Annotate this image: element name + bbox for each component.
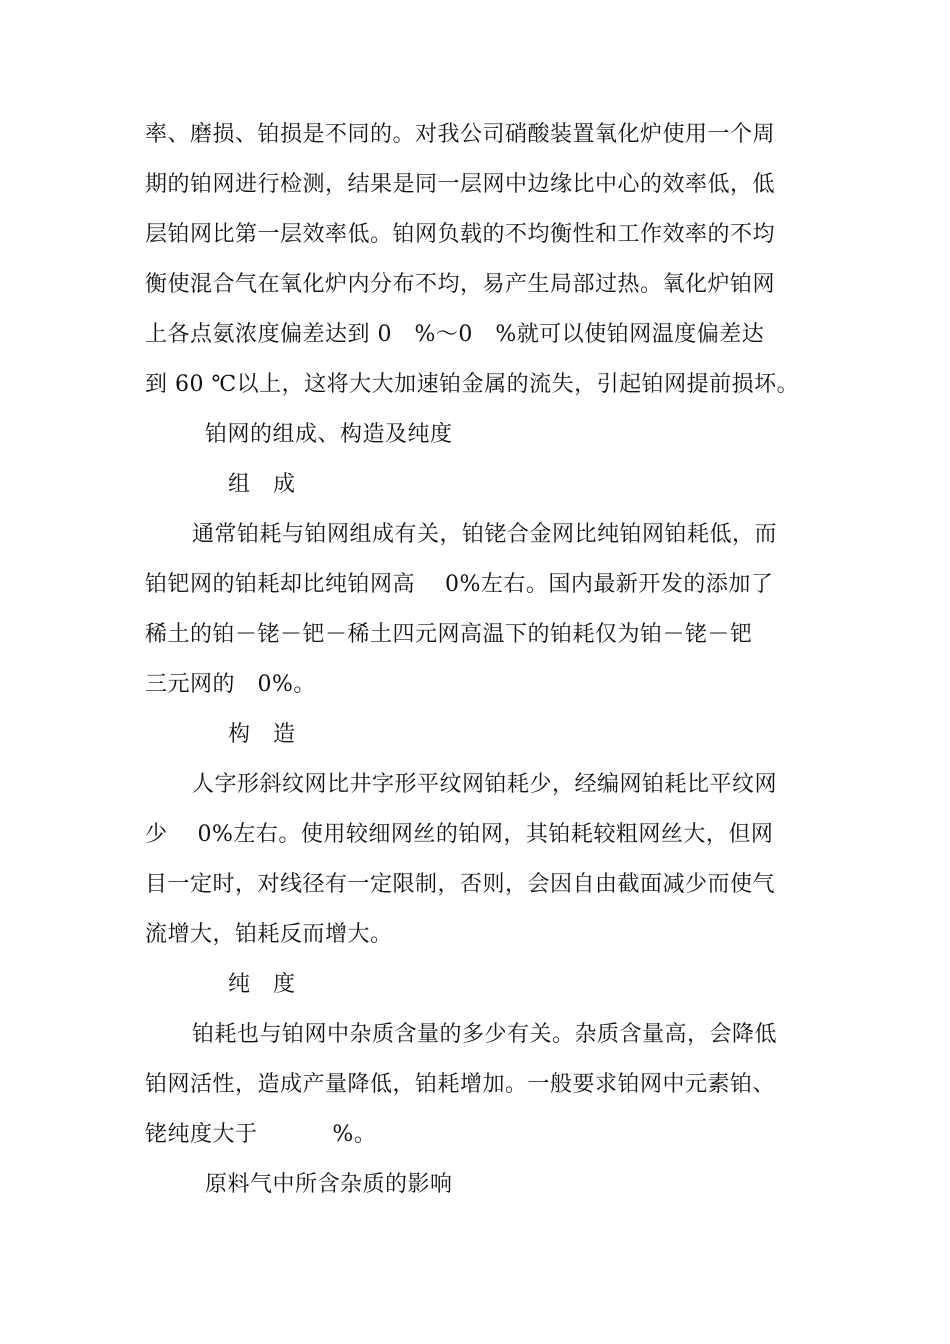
body-text-line: 少 0%左右。使用较细网丝的铂网，其铂耗较粗网丝大，但网 [145,822,774,847]
body-text-line: 目一定时，对线径有一定限制，否则，会因自由截面减少而使气 [145,872,776,897]
body-text-line: 率、磨损、铂损是不同的。对我公司硝酸装置氧化炉使用一个周 [145,122,776,147]
body-text-line: 铑纯度大于 %。 [145,1122,377,1147]
body-text-line: 三元网的 0%。 [145,672,316,697]
body-text-line: 铂耗也与铂网中杂质含量的多少有关。杂质含量高，会降低 [192,1022,778,1047]
body-text-line: 铂网活性，造成产量降低，铂耗增加。一般要求铂网中元素铂、 [145,1072,776,1097]
subsection-title-composition: 组 成 [228,472,296,497]
body-text-line: 通常铂耗与铂网组成有关，铂铑合金网比纯铂网铂耗低，而 [192,522,778,547]
body-text-line: 人字形斜纹网比井字形平纹网铂耗少，经编网铂耗比平纹网 [192,772,778,797]
body-text-line: 到 60 ℃以上，这将大大加速铂金属的流失，引起铂网提前损坏。 [145,372,800,397]
body-text-line: 稀土的铂－铑－钯－稀土四元网高温下的铂耗仅为铂－铑－钯 [145,622,753,647]
body-text-line: 流增大，铂耗反而增大。 [145,922,393,947]
section-heading: 铂网的组成、构造及纯度 [205,422,453,447]
body-text-line: 衡使混合气在氧化炉内分布不均，易产生局部过热。氧化炉铂网 [145,272,776,297]
body-text-line: 铂钯网的铂耗却比纯铂网高 0%左右。国内最新开发的添加了 [145,572,774,597]
subsection-title-purity: 纯 度 [228,972,296,997]
body-text-line: 上各点氨浓度偏差达到 0 %～0 %就可以使铂网温度偏差达 [145,322,765,347]
section-heading: 原料气中所含杂质的影响 [205,1172,453,1197]
body-text-line: 层铂网比第一层效率低。铂网负载的不均衡性和工作效率的不均 [145,222,776,247]
body-text-line: 期的铂网进行检测，结果是同一层网中边缘比中心的效率低，低 [145,172,776,197]
subsection-title-structure: 构 造 [228,722,296,747]
